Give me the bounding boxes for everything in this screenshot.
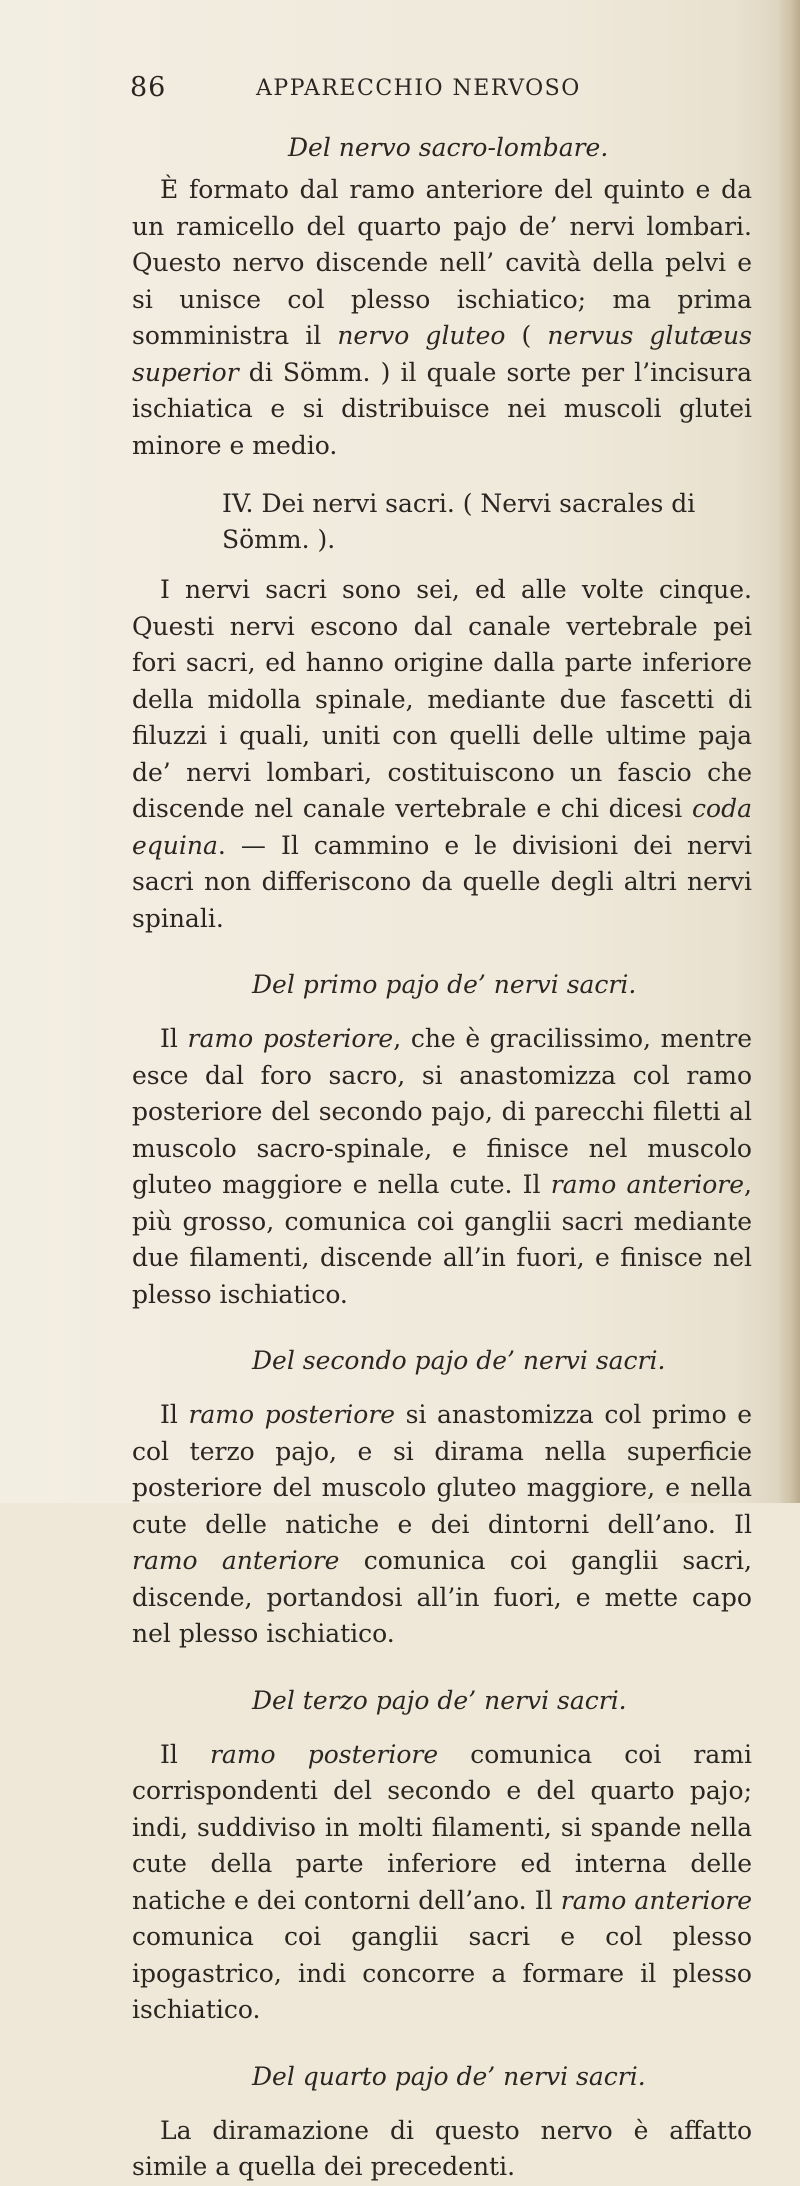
section-heading-quarto-pajo: Del quarto pajo de’ nervi sacri. (252, 2061, 646, 2091)
text-run: , più grosso, comunica coi ganglii sacri mediante due filamenti, discende all’in fuori, e finisce nel plesso ischiatico. (132, 1170, 752, 1309)
paragraph-quarto-pajo (132, 2113, 752, 2186)
paragraph-secondo-pajo (132, 1397, 752, 1653)
text-run: ( (505, 321, 548, 350)
text-run: ramo anteriore (550, 1170, 745, 1199)
text-run: di Sömm. ) il quale sorte per l’incisura ischiatica e si distribuisce nei muscoli glutei minore e medio. (132, 357, 752, 460)
page-number: 86 (130, 72, 167, 103)
text-run: I nervi sacri sono sei, ed alle volte cinque. Questi nervi escono dal canale vertebrale pei fori sacri, ed hanno origine dalla parte inferiore della midolla spinale, mediante due fascetti di filuzzi i quali, uniti con quelli delle ultime paja de’ nervi lombari, costituiscono un fascio che discende nel canale vertebrale e chi dicesi (132, 575, 752, 823)
section-heading-sacro-lombare: Del nervo sacro-lombare. (288, 133, 609, 162)
body-text (132, 130, 752, 2186)
heading-text: IV. Dei nervi sacri. ( Nervi sacrales di Sömm. ). (222, 489, 696, 554)
section-heading-nervi-sacri (132, 486, 752, 558)
text-run: ramo anteriore (560, 1885, 753, 1915)
text-run: È formato dal ramo anteriore del quinto e da un ramicello del quarto pajo de’ nervi lombari. Questo nervo discende nell’ cavità della pelvi e si unisce col plesso ischiatico; ma prima somministra il (132, 175, 752, 350)
page-edge-shadow (778, 0, 800, 1503)
running-title: APPARECCHIO NERVOSO (256, 76, 581, 101)
text-run: comunica coi ganglii sacri e col plesso ipogastrico, indi concorre a formare il plesso ischiatico. (132, 1922, 752, 2024)
text-run: comunica coi rami corrispondenti del secondo e del quarto pajo; indi, suddiviso in molti filamenti, si spande nella cute della parte inferiore ed interna delle natiche e dei contorni dell’ano. Il (132, 1739, 752, 1915)
text-run: coda equina (132, 794, 752, 860)
text-run: , che è gracilissimo, mentre esce dal foro sacro, si anastomizza col ramo posteriore del secondo pajo, di parecchi filetti al muscolo sacro-spinale, e finisce nel muscolo gluteo maggiore e nella cute. Il (132, 1024, 753, 1199)
paragraph-sacro-lombare (132, 172, 752, 464)
text-run: ramo anteriore (132, 1546, 340, 1575)
paragraph-primo-pajo (132, 1021, 752, 1313)
section-heading-primo-pajo: Del primo pajo de’ nervi sacri. (252, 970, 637, 999)
text-run: ramo posteriore (187, 1024, 394, 1053)
text-run: Il (160, 1739, 210, 1769)
text-run: si anastomizza col primo e col terzo pajo, e si dirama nella superficie posteriore del muscolo gluteo maggiore, e nella cute delle natiche e dei dintorni dell’ano. Il (132, 1400, 752, 1539)
text-run: ramo posteriore (209, 1739, 439, 1769)
text-run: ramo posteriore (188, 1400, 396, 1429)
paragraph-nervi-sacri (132, 572, 752, 937)
text-run: Il (160, 1024, 188, 1053)
running-head (130, 72, 750, 108)
text-run: Il (160, 1400, 189, 1429)
section-heading-terzo-pajo: Del terzo pajo de’ nervi sacri. (252, 1685, 627, 1715)
text-run: nervus glutæus superior (132, 321, 752, 387)
text-run: . — Il cammino e le divisioni dei nervi sacri non differiscono da quelle degli altri nervi spinali. (132, 830, 752, 933)
text-run: nervo gluteo (337, 321, 506, 350)
text-run: La diramazione di questo nervo è affatto simile a quella dei precedenti. (132, 2115, 752, 2181)
paragraph-terzo-pajo (132, 1737, 752, 2029)
section-heading-secondo-pajo: Del secondo pajo de’ nervi sacri. (252, 1346, 666, 1375)
text-run: comunica coi ganglii sacri, discende, portandosi all’in fuori, e mette capo nel plesso ischiatico. (132, 1546, 752, 1648)
